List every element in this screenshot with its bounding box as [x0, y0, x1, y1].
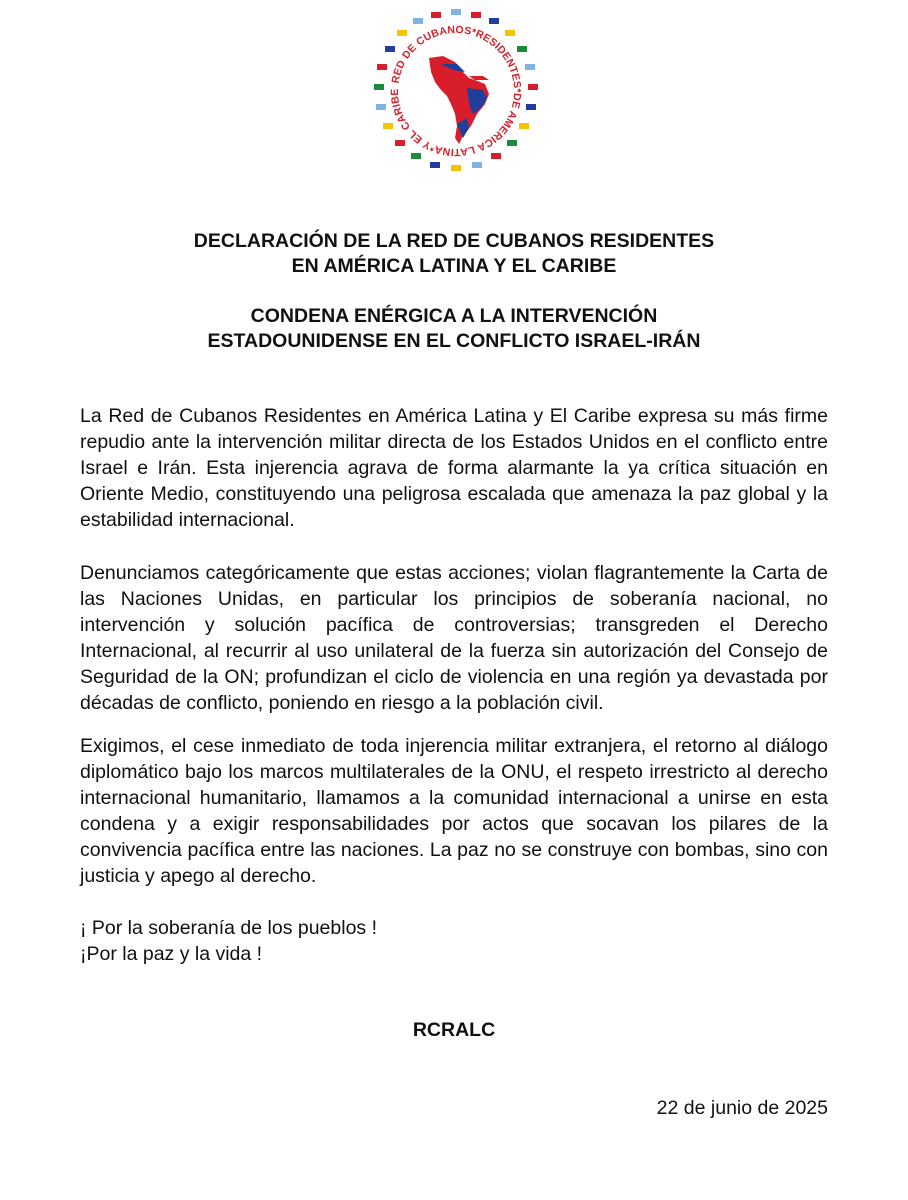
slogans	[80, 915, 377, 967]
slogan-line: ¡Por la paz y la vida !	[80, 943, 263, 965]
declaration-title	[0, 229, 908, 279]
body-paragraph: Exigimos, el cese inmediato de toda injerencia militar extranjera, el retorno al diálogo diplomático bajo los marcos multilaterales de la ONU, el respeto irrestricto al derecho internacional humanitario, llamamos a la comunidad internacional a unirse en esta condena y a exigir responsabilidades por actos que socavan los pilares de la convivencia pacífica entre las naciones. La paz no se construye con bombas, sino con justicia y apego al derecho.	[80, 735, 828, 887]
body-paragraph: La Red de Cubanos Residentes en América Latina y El Caribe expresa su más firme repudio ante la intervención militar directa de los Estados Unidos en el conflicto entre Israel e Irán. Esta injerencia agrava de forma alarmante la ya crítica situación en Oriente Medio, constituyendo una peligrosa escalada que amenaza la paz global y la estabilidad internacional.	[80, 405, 828, 531]
declaration-subtitle-line: CONDENA ENÉRGICA A LA INTERVENCIÓN	[250, 305, 658, 327]
body-paragraph: Denunciamos categóricamente que estas acciones; violan flagrantemente la Carta de las Naciones Unidas, en particular los principios de soberanía nacional, no intervención y solución pacífica de controversias; transgreden el Derecho Internacional, al recurrir al uso unilateral de la fuerza sin autorización del Consejo de Seguridad de la ON; profundizan el ciclo de violencia en una región ya devastada por décadas de conflicto, poniendo en riesgo a la población civil.	[80, 562, 828, 714]
latin-america-map-icon	[429, 56, 489, 144]
declaration-subtitle	[0, 304, 908, 354]
declaration-title-line: EN AMÉRICA LATINA Y EL CARIBE	[291, 255, 617, 277]
slogan-line: ¡ Por la soberanía de los pueblos !	[80, 917, 378, 939]
logo-arc-text: RED DE CUBANOS*RESIDENTES*DE AMERICA LATINA*Y EL CARIBE	[388, 23, 524, 159]
declaration-subtitle-line: ESTADOUNIDENSE EN EL CONFLICTO ISRAEL-IRÁN	[207, 330, 701, 352]
declaration-title-line: DECLARACIÓN DE LA RED DE CUBANOS RESIDENTES	[193, 230, 715, 252]
organization-logo	[371, 6, 541, 176]
signature: RCRALC	[412, 1019, 496, 1041]
document-date: 22 de junio de 2025	[656, 1097, 828, 1119]
